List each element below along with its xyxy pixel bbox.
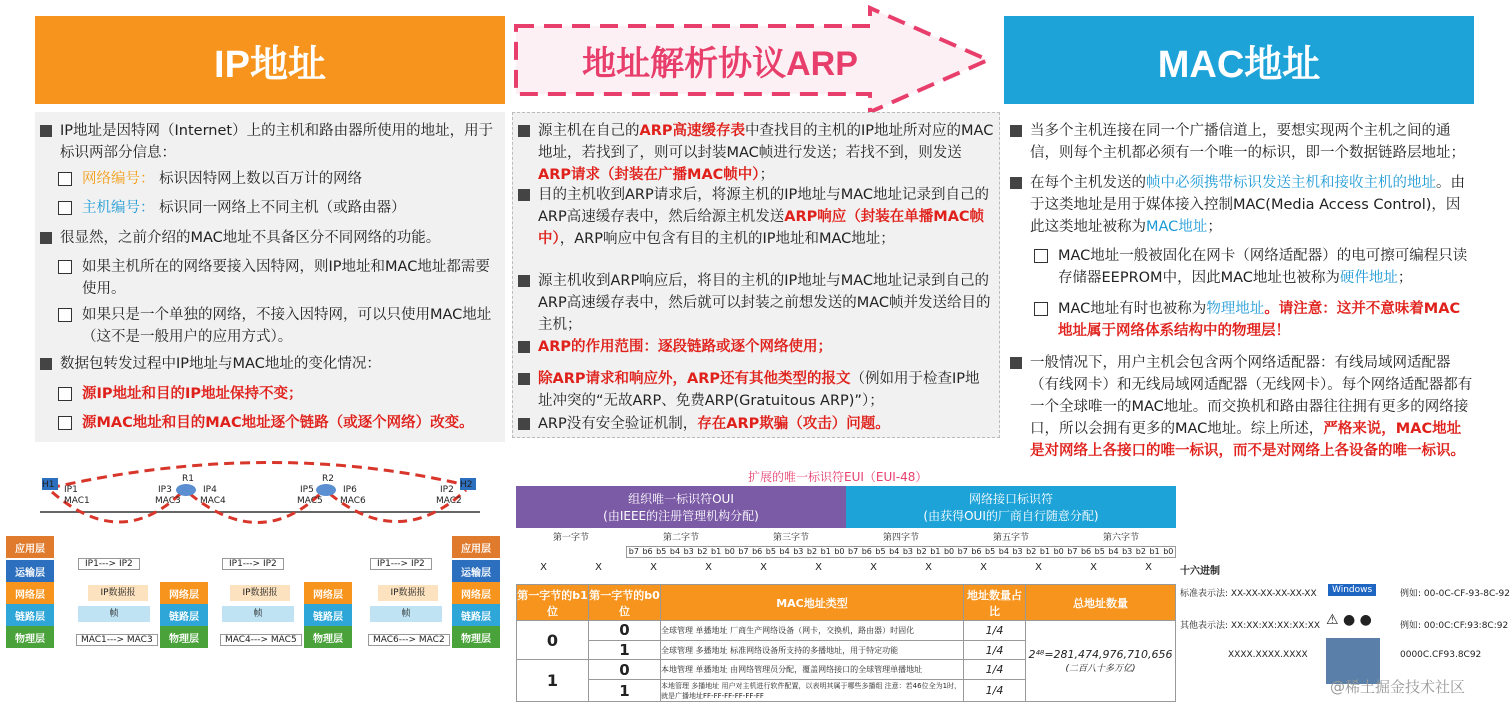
col-b1: 第一字节的b1位 xyxy=(517,585,589,621)
os-icons: ⚠ ● ● xyxy=(1326,612,1372,628)
ip-bullet-2: 很显然，之前介绍的MAC地址不具备区分不同网络的功能。 xyxy=(38,227,498,249)
nic-block: 网络接口标识符 (由获得OUI的厂商自行随意分配) xyxy=(846,486,1176,528)
layer-link: 链路层 xyxy=(160,604,208,626)
iface-ip3: IP3 xyxy=(158,485,172,495)
mac-sub-2: MAC地址有时也被称为物理地址。请注意：这并不意味着MAC地址属于网络体系结构中的物理层！ xyxy=(1032,298,1472,342)
layer-link: 链路层 xyxy=(304,604,352,626)
table-row: 1 0 本地管理 单播地址 由网络管理员分配，覆盖网络接口的全球管理单播地址 1/4 xyxy=(517,660,1176,680)
arp-step-1: 源主机在自己的ARP高速缓存表中查找目的主机的IP地址所对应的MAC地址，若找到了，则可以封装MAC帧进行发送；若找不到，则发送ARP请求（封装在广播MAC帧中）； xyxy=(516,120,994,186)
hex-label: 十六进制 xyxy=(1180,566,1220,577)
iface-mac2: MAC2 xyxy=(436,496,462,506)
ip-hdr-1: IP1---> IP2 xyxy=(78,558,140,570)
layer-net: 网络层 xyxy=(304,582,352,604)
ip-sub-1 xyxy=(56,168,496,190)
ip-header xyxy=(35,16,505,104)
table-row: 1 全球管理 多播地址 标准网络设备所支持的多播地址，用于特定功能 1/4 xyxy=(517,640,1176,660)
ip-sub-2 xyxy=(56,197,496,219)
ip-bullet-3: 数据包转发过程中IP地址与MAC地址的变化情况： xyxy=(38,353,498,375)
col-total: 总地址数量 xyxy=(1026,585,1176,621)
iface-ip2: IP2 xyxy=(440,485,454,495)
iface-ip4: IP4 xyxy=(203,485,217,495)
layer-app: 应用层 xyxy=(6,536,54,558)
table-row: 1 本地管理 多播地址 用户对主机进行软件配置，以表明其属于哪些多播组 注意：若46位全为1时，就是广播地址FF-FF-FF-FF-FF-FF 1/4 xyxy=(517,680,1176,702)
node-h2: H2 xyxy=(460,480,473,490)
notation-other-example: 例如: 00:0C:CF:93:8C:92 xyxy=(1400,621,1509,631)
arp-step-2: 目的主机收到ARP请求后，将源主机的IP地址与MAC地址记录到自己的ARP高速缓存表中，然后给源主机发送ARP响应（封装在单播MAC帧中），ARP响应中包含有目的主机的IP地址和MAC地址； xyxy=(516,184,994,250)
iface-mac6: MAC6 xyxy=(340,496,366,506)
ip-packet-2: IP数据报 xyxy=(230,585,290,601)
mac-para-2: 在每个主机发送的帧中必须携带标识发送主机和接收主机的地址。由于这类地址是用于媒体接入控制MAC(Media Access Control)，因此这类地址被称为MAC地址； xyxy=(1008,172,1474,238)
frame-1: 帧 xyxy=(78,606,150,622)
windows-badge: Windows xyxy=(1328,584,1376,596)
iface-ip6: IP6 xyxy=(343,485,357,495)
layer-phy: 物理层 xyxy=(160,626,208,648)
node-h1: H1 xyxy=(42,480,55,490)
notation-std-example: 例如: 00-0C-CF-93-8C-92 xyxy=(1400,589,1510,599)
byte-5: 第五字节 xyxy=(992,533,1029,543)
ip-bullet-1: IP地址是因特网（Internet）上的主机和路由器所使用的地址，用于标识两部分信息： xyxy=(38,120,498,164)
layer-trans: 运输层 xyxy=(6,560,54,582)
iface-ip5: IP5 xyxy=(300,485,314,495)
ip-hdr-2: IP1---> IP2 xyxy=(222,558,284,570)
byte-4: 第四字节 xyxy=(882,533,919,543)
ip-packet-1: IP数据报 xyxy=(88,585,148,601)
frame-2: 帧 xyxy=(222,606,294,622)
iface-mac1: MAC1 xyxy=(64,496,90,506)
ip-packet-3: IP数据报 xyxy=(378,585,438,601)
net-id-val: 标识因特网上数以百万计的网络 xyxy=(159,171,363,187)
ip-sub-3: 如果主机所在的网络要接入因特网，则IP地址和MAC地址都需要使用。 xyxy=(56,256,496,300)
mac-header-text: MAC地址 xyxy=(1157,43,1321,86)
mac-header xyxy=(1004,16,1474,104)
iface-mac4: MAC4 xyxy=(200,496,226,506)
col-ratio: 地址数量占比 xyxy=(964,585,1026,621)
mac-hdr-2: MAC4---> MAC5 xyxy=(220,634,302,646)
layer-link: 链路层 xyxy=(6,604,54,626)
mac-hdr-3: MAC6---> MAC2 xyxy=(368,634,450,646)
ip-sub-5: 源IP地址和目的IP地址保持不变； xyxy=(56,383,496,405)
ip-header-text: IP地址 xyxy=(214,43,326,86)
byte-1: 第一字节 xyxy=(552,533,589,543)
byte-3: 第三字节 xyxy=(772,533,809,543)
node-r2: R2 xyxy=(322,474,334,484)
arp-other-types: 除ARP请求和响应外，ARP还有其他类型的报文（例如用于检查IP地址冲突的“无故ARP、免费ARP(Gratuitous ARP)”）； xyxy=(516,368,994,412)
net-id-key: 网络编号： xyxy=(82,171,155,187)
iface-ip1: IP1 xyxy=(64,485,78,495)
layer-link: 链路层 xyxy=(452,604,500,626)
iface-mac5: MAC5 xyxy=(297,496,323,506)
byte-6: 第六字节 xyxy=(1102,533,1139,543)
byte-row xyxy=(516,530,1176,544)
bit-row: b7 b6 b5 b4 b3 b2 b1 b0 b7 b6 b5 b4 b3 b2 b1 b0 b7 b6 b5 b4 b3 b2 b1 b0 b7 b6 b5 b4 b3 b2 b1 b0 b7 b6 b5 b4 b3 b2 b1 b0 xyxy=(626,546,1176,558)
notation-other: 其他表示法: XX:XX:XX:XX:XX:XX xyxy=(1180,621,1321,631)
layer-trans: 运输层 xyxy=(452,560,500,582)
mac-para-1: 当多个主机连接在同一个广播信道上，要想实现两个主机之间的通信，则每个主机都必须有一个唯一的标识，即一个数据链路层地址； xyxy=(1008,120,1474,164)
arp-step-3: 源主机收到ARP响应后，将目的主机的IP地址与MAC地址记录到自己的ARP高速缓存表中，然后就可以封装之前想发送的MAC帧并发送给目的主机； xyxy=(516,270,994,336)
ip-sub-4: 如果只是一个单独的网络，不接入因特网，可以只使用MAC地址（这不是一般用户的应用方式）。 xyxy=(56,304,496,348)
iface-mac3: MAC3 xyxy=(155,496,181,506)
byte-2: 第二字节 xyxy=(662,533,699,543)
oui-block: 组织唯一标识符OUI (由IEEE的注册管理机构分配) xyxy=(516,486,846,528)
arp-header xyxy=(520,30,920,90)
table-row: 0 0 全球管理 单播地址 厂商生产网络设备（网卡，交换机，路由器）时固化 1/4 2⁴⁸=281,474,976,710,656 (二百八十多万亿) xyxy=(517,621,1176,641)
host-id-key: 主机编号： xyxy=(82,200,155,216)
ip-sub-6: 源MAC地址和目的MAC地址逐个链路（或逐个网络）改变。 xyxy=(56,412,496,434)
ip-hdr-3: IP1---> IP2 xyxy=(370,558,432,570)
mac-sub-1: MAC地址一般被固化在网卡（网络适配器）的电可擦可编程只读存储器EEPROM中，因此MAC地址也被称为硬件地址； xyxy=(1032,245,1472,289)
x-row: X X X X X X X X X X X X xyxy=(540,562,1152,573)
layer-app: 应用层 xyxy=(452,536,500,558)
layer-phy: 物理层 xyxy=(304,626,352,648)
arp-scope: ARP的作用范围：逐段链路或逐个网络使用； xyxy=(516,336,994,358)
layer-net: 网络层 xyxy=(6,582,54,604)
network-diagram xyxy=(30,456,490,526)
col-b0: 第一字节的b0位 xyxy=(589,585,661,621)
layer-net: 网络层 xyxy=(452,582,500,604)
mac-para-3: 一般情况下，用户主机会包含两个网络适配器：有线局域网适配器（有线网卡）和无线局域网适配器（无线网卡）。每个网络适配器都有一个全球唯一的MAC地址。而交换机和路由器往往拥有更多的网络接口，所以会拥有更多的MAC地址。综上所述，严格来说，MAC地址是对网络上各接口的唯一标识，而不是对网络上各设备的唯一标识。 xyxy=(1008,352,1474,462)
frame-3: 帧 xyxy=(370,606,442,622)
host-id-val: 标识同一网络上不同主机（或路由器） xyxy=(159,200,406,216)
layer-phy: 物理层 xyxy=(6,626,54,648)
notation-std: 标准表示法: XX-XX-XX-XX-XX-XX xyxy=(1180,589,1317,599)
notation-cisco: XXXX.XXXX.XXXX xyxy=(1228,650,1308,660)
mac-hdr-1: MAC1---> MAC3 xyxy=(76,634,158,646)
watermark: @稀土掘金技术社区 xyxy=(1330,678,1466,696)
notation-cisco-example: 0000C.CF93.8C92 xyxy=(1400,650,1482,660)
arp-security: ARP没有安全验证机制，存在ARP欺骗（攻击）问题。 xyxy=(516,413,994,435)
col-type: MAC地址类型 xyxy=(661,585,964,621)
mac-type-table xyxy=(516,584,1176,702)
layer-net: 网络层 xyxy=(160,582,208,604)
arp-header-text: 地址解析协议ARP xyxy=(582,44,858,83)
node-r1: R1 xyxy=(182,474,194,484)
eui-title: 扩展的唯一标识符EUI（EUI-48） xyxy=(748,470,928,484)
layer-phy: 物理层 xyxy=(452,626,500,648)
